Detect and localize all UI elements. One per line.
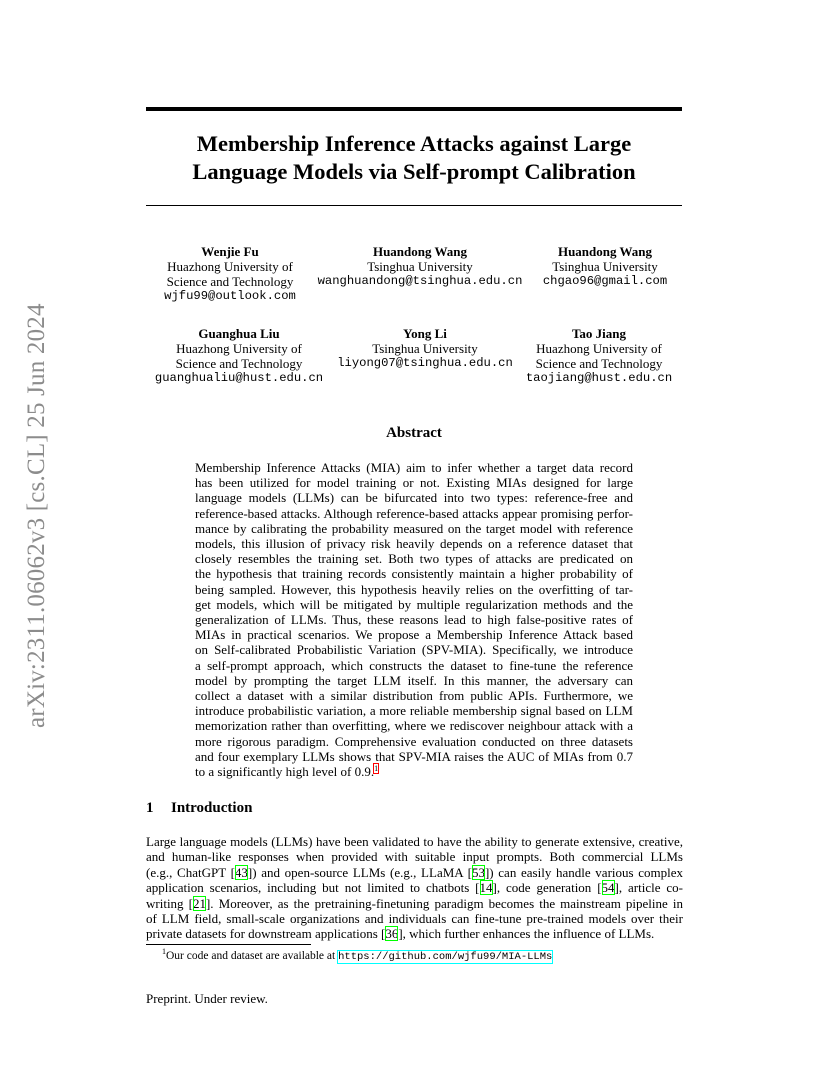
title-top-rule [146, 107, 682, 111]
author-name: Guanghua Liu [198, 326, 280, 341]
intro-text: and human-like responses when provided with suitable input prompts. Both commercial LLMs [146, 849, 683, 865]
intro-text: application scenarios, including but not limited to chatbots [ [146, 880, 480, 896]
intro-text: private datasets for downstream applications [ [146, 926, 386, 942]
section-heading-introduction [146, 799, 252, 817]
citation-link[interactable]: 36 [385, 926, 399, 942]
section-number: 1 [146, 800, 154, 816]
author-name: Huandong Wang [372, 244, 468, 259]
author-name: Huandong Wang [557, 244, 653, 259]
abstract-line: has been utilized for model training or not. Existing MIAs designed for large [195, 475, 633, 491]
author-name: Tao Jiang [571, 326, 627, 341]
arxiv-identifier-stamp: arXiv:2311.06062v3 [cs.CL] 25 Jun 2024 [23, 303, 50, 728]
intro-line [146, 849, 683, 864]
abstract-line: more rigorous paradigm. Comprehensive evaluation conducted on three datasets [195, 733, 633, 749]
intro-text: of LLM field, small-scale organizations and individuals can fine-tune pre-trained models over their [146, 911, 683, 926]
intro-line [146, 834, 683, 849]
title-bottom-rule [146, 205, 682, 206]
intro-text: ], code generation [ [492, 880, 602, 896]
paper-title [146, 130, 682, 186]
author-email: wjfu99@outlook.com [164, 289, 296, 303]
abstract-line: closely resembles the training set. Both two types of attacks are predicated on [195, 551, 633, 567]
abstract-line: get models, which will be mitigated by multiple regularization methods and the [195, 596, 633, 612]
abstract-heading: Abstract [386, 425, 442, 441]
intro-text: writing [ [146, 895, 193, 911]
author-affiliation: Science and Technology [535, 356, 663, 371]
abstract-last-text: to a significantly high level of 0.9. [195, 764, 375, 779]
citation-link[interactable]: 54 [601, 880, 615, 896]
abstract-line: the hypothesis that training records consistently maintain a higher probability of [195, 566, 633, 582]
footnote-ref-link[interactable]: 1 [374, 763, 379, 773]
intro-text: ]) can easily handle various complex [484, 864, 684, 880]
author-email: chgao96@gmail.com [542, 274, 668, 288]
author-affiliation: Tsinghua University [367, 259, 473, 274]
abstract-line: memorization rather than overfitting, where we rediscover neighbour attack with a [195, 718, 633, 734]
intro-text: (e.g., ChatGPT [ [146, 864, 235, 880]
footnote-text: Our code and dataset are available at [166, 950, 339, 962]
intro-text: ], which further enhances the influence of LLMs. [398, 926, 655, 942]
author-affiliation: Science and Technology [175, 356, 303, 371]
abstract-line: generalization of LLMs. Thus, these reasons lead to high false-positive rates of [195, 612, 633, 627]
author-affiliation: Tsinghua University [552, 259, 658, 274]
footnote-mark: 1 [162, 947, 166, 957]
intro-text: Large language models (LLMs) have been validated to have the ability to generate extensive, creative, [146, 834, 683, 849]
intro-text: ]) and open-source LLMs (e.g., LLaMA [ [247, 864, 472, 880]
author-affiliation: Tsinghua University [372, 341, 478, 356]
author-affiliation: Huazhong University of [167, 259, 293, 274]
author-name: Wenjie Fu [201, 244, 259, 259]
intro-text: ]. Moreover, as the pretraining-finetuning paradigm becomes the mainstream pipeline in [205, 895, 683, 911]
citation-link[interactable]: 53 [471, 864, 485, 880]
intro-text: ], article co- [614, 880, 683, 896]
abstract-line: MIAs in practical scenarios. We propose a Membership Inference Attack based [195, 627, 633, 643]
abstract-line: language models (LLMs) can be bifurcated into two types: reference-free and [195, 490, 633, 506]
title-line: Membership Inference Attacks against Large [196, 131, 632, 156]
abstract-line: mance by calibrating the probability measured on the target model with reference [195, 520, 633, 536]
author-block [485, 244, 725, 289]
section-title: Introduction [171, 800, 253, 816]
author-affiliation: Huazhong University of [536, 341, 662, 356]
author-email: liyong07@tsinghua.edu.cn [337, 356, 513, 370]
abstract-line: Membership Inference Attacks (MIA) aim to infer whether a target data record [195, 460, 633, 475]
citation-link[interactable]: 43 [234, 864, 248, 880]
abstract-line: introduce probabilistic variation, a more reliable membership signal based on LLM [195, 703, 633, 719]
abstract-line: collect a dataset with a similar distribution from public APIs. Furthermore, we [195, 688, 633, 703]
author-email: wanghuandong@tsinghua.edu.cn [317, 274, 523, 288]
author-email: taojiang@hust.edu.cn [525, 371, 673, 385]
author-affiliation: Huazhong University of [176, 341, 302, 356]
intro-line [146, 911, 683, 926]
author-email: guanghualiu@hust.edu.cn [154, 371, 324, 385]
intro-line [146, 880, 683, 895]
footnote [162, 949, 552, 964]
title-line: Language Models via Self-prompt Calibration [192, 159, 636, 184]
author-affiliation: Science and Technology [166, 274, 294, 289]
abstract-line: on Self-calibrated Probabilistic Variation (SPV-MIA). Specifically, we introduce [195, 642, 633, 658]
abstract-line [195, 764, 633, 779]
intro-line [146, 896, 683, 911]
intro-line [146, 865, 683, 880]
abstract-line: models, this illusion of privacy risk heavily depends on a reference dataset that [195, 536, 633, 551]
footnote-rule [146, 944, 311, 945]
author-block [479, 326, 719, 386]
abstract-line: model by prompting the target LLM itself. In this manner, the adversary can [195, 672, 633, 688]
footnote-url-link[interactable]: https://github.com/wjfu99/MIA-LLMs [338, 951, 553, 963]
citation-link[interactable]: 14 [479, 880, 493, 896]
citation-link[interactable]: 21 [192, 895, 206, 911]
preprint-note: Preprint. Under review. [146, 991, 268, 1006]
author-name: Yong Li [403, 326, 447, 341]
abstract-line: and four exemplary LLMs shows that SPV-MIA raises the AUC of MIAs from 0.7 [195, 748, 633, 764]
abstract-line: being sampled. However, this hypothesis heavily relies on the overfitting of tar- [195, 581, 633, 597]
abstract-line: a self-prompt approach, which constructs the dataset to fine-tune the reference [195, 657, 633, 673]
abstract-line: reference-based attacks. Although reference-based attacks appear promising perfor- [195, 505, 633, 521]
intro-line [146, 926, 683, 941]
